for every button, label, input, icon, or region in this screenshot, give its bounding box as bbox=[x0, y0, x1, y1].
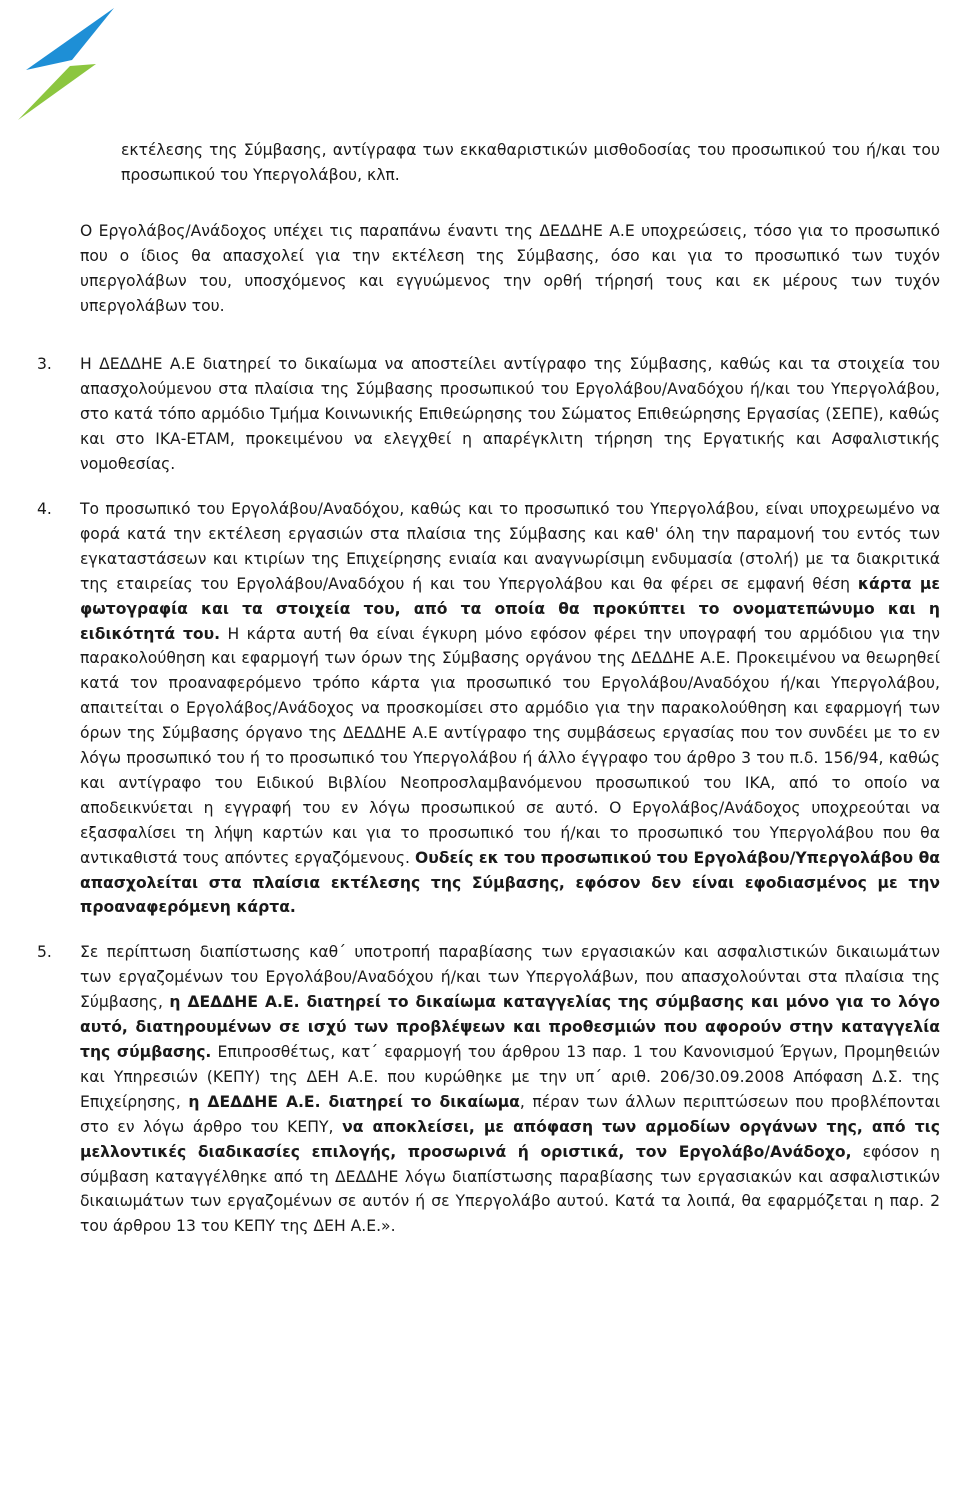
clause-3-number: 3. bbox=[37, 355, 52, 374]
clause-5-bold-part: να αποκλείσει, με απόφαση των αρμοδίων οργάνων της, από τις μελλοντικές διαδικασίες επιλογής, προσωρινά ή οριστικά, τον Εργολάβο/Ανάδοχο, bbox=[80, 1117, 940, 1161]
clause-4 bbox=[37, 497, 941, 920]
document-body bbox=[37, 138, 941, 1239]
clause-5-bold-part: η ΔΕΔΔΗΕ Α.Ε. διατηρεί το δικαίωμα καταγγελίας της σύμβασης και μόνο για το λόγο αυτό, διατηρουμένων σε ισχύ των προβλέψεων και προθεσμιών που αφορούν στην καταγγελία της σύμβασης. bbox=[80, 993, 940, 1061]
clause-5 bbox=[37, 940, 940, 1239]
clause-3-text: Η ΔΕΔΔΗΕ Α.Ε διατηρεί το δικαίωμα να αποστείλει αντίγραφο της Σύμβασης, καθώς και τα στοιχεία του απασχολούμενου στα πλαίσια της Σύμβασης προσωπικού του Εργολάβου/Αναδόχου ή/και του Υπεργολάβου, στο κατά τόπο αρμόδιο Τμήμα Κοινωνικής Επιθεώρησης του Σώματος Επιθεώρησης Εργασίας (ΣΕΠΕ), καθώς και στο ΙΚΑ-ΕΤΑΜ, προκειμένου να ελεγχθεί η απαρέγκλιτη τήρηση της Εργατικής και Ασφαλιστικής νομοθεσίας. bbox=[80, 355, 940, 474]
intro-paragraph: εκτέλεσης της Σύμβασης, αντίγραφα των εκκαθαριστικών μισθοδοσίας του προσωπικού του ή/και του προσωπικού του Υπεργολάβου, κλπ. bbox=[121, 141, 940, 184]
clause-4-text-part: Το προσωπικό του Εργολάβου/Αναδόχου, καθώς και το προσωπικό του Υπεργολάβου, είναι υποχρεωμένο να φορά κατά την εκτέλεση εργασιών στα πλαίσια της Σύμβασης και καθ' όλη την παραμονή του εντός των εγκαταστάσεων και κτιρίων της Επιχείρησης ενιαία και αναγνωρίσιμη ενδυμασία (στολή) με τα διακριτικά της εταιρείας του Εργολάβου/Αναδόχου ή και του Υπεργολάβου και θα φέρει σε εμφανή θέση bbox=[80, 499, 940, 593]
clause-4-bold-part: κάρτα με φωτογραφία και τα στοιχεία του, από τα οποία θα προκύπτει το ονοματεπώνυμο και η ειδικότητά του. bbox=[80, 574, 941, 643]
clause-5-text-part: Επιπροσθέτως, κατ΄ εφαρμογή του άρθρου 13 παρ. 1 του Κανονισμού Έργων, Προμηθειών και Υπηρεσιών (ΚΕΠΥ) της ΔΕΗ Α.Ε. που κυρώθηκε με την υπ΄ αριθ. 206/30.09.2008 Απόφαση Δ.Σ. της Επιχείρησης, bbox=[80, 1043, 940, 1111]
clause-3 bbox=[37, 352, 940, 477]
clause-5-number: 5. bbox=[37, 943, 52, 962]
clause-4-text bbox=[80, 497, 940, 920]
clause-5-bold-part: η ΔΕΔΔΗΕ Α.Ε. διατηρεί το δικαίωμα bbox=[188, 1092, 520, 1111]
clause-4-text-part: Η κάρτα αυτή θα είναι έγκυρη μόνο εφόσον φέρει την υπογραφή του αρμόδιου για την παρακολούθηση και εφαρμογή των όρων της Σύμβασης οργάνου της ΔΕΔΔΗΕ Α.Ε. Προκειμένου να θεωρηθεί κατά τον προαναφερόμενο τρόπο κάρτα για προσωπικό του Εργολάβου/Αναδόχου ή/και Υπεργολάβου, απαιτείται ο Εργολάβος/Ανάδοχος να προσκομίσει στο αρμόδιο για την παρακολούθηση και εφαρμογή των όρων της Σύμβασης όργανο της ΔΕΔΔΗΕ Α.Ε αντίγραφο της συμβάσεως εργασίας που τον συνδέει με το εν λόγω προσωπικό του ή το προσωπικό του Υπεργολάβου ή άλλο έγγραφο του άρθρο 3 του π.δ. 156/94, καθώς και αντίγραφο του Ειδικού Βιβλίου Νεοπροσλαμβανόμενου προσωπικού του ΙΚΑ, από το οποίο να αποδεικνύεται η εγγραφή του εν λόγω προσωπικού σε αυτό. Ο Εργολάβος/Ανάδοχος υποχρεούται να εξασφαλίσει τη λήψη καρτών και για το προσωπικό του ή/και το προσωπικό του Υπεργολάβου που θα αντικαθιστά τους απόντες εργαζόμενους. bbox=[80, 624, 940, 867]
clause-4-bold-part: Ουδείς εκ του προσωπικού του Εργολάβου/Υπεργολάβου θα απασχολείται στα πλαίσια εκτέλεσης της Σύμβασης, εφόσον δεν είναι εφοδιασμένος με την προαναφερόμενη κάρτα. bbox=[80, 848, 940, 917]
clause-5-text-part: Σε περίπτωση διαπίστωσης καθ΄ υποτροπή παραβίασης των εργασιακών και ασφαλιστικών δικαιωμάτων των εργαζομένων του Εργολάβου/Αναδόχου ή/και των Υπεργολάβων, που απασχολούνται στα πλαίσια της Σύμβασης, bbox=[80, 943, 940, 1012]
clause-5-text bbox=[80, 940, 940, 1239]
clause-4-number: 4. bbox=[37, 499, 52, 518]
logo-shape-green bbox=[18, 64, 96, 120]
contractor-obligations-paragraph: Ο Εργολάβος/Ανάδοχος υπέχει τις παραπάνω έναντι της ΔΕΔΔΗΕ Α.Ε υποχρεώσεις, τόσο για το προσωπικό που ο ίδιος θα απασχολεί για την εκτέλεση της Σύμβασης, όσο και για το προσωπικό των τυχόν υπεργολάβων του, υποσχόμενος και εγγυώμενος την ορθή τήρησή τους και εκ μέρους των τυχόν υπεργολάβων του. bbox=[80, 221, 940, 315]
clause-5-text-part: , πέραν των άλλων περιπτώσεων που προβλέπονται στο εν λόγω άρθρο του ΚΕΠΥ, bbox=[80, 1092, 940, 1136]
clause-5-text-part: εφόσον η σύμβαση καταγγέλθηκε από τη ΔΕΔΔΗΕ λόγω διαπίστωσης παραβίασης των εργασιακών και ασφαλιστικών δικαιωμάτων των εργαζομένων σε αυτόν ή σε Υπεργολάβο αυτού. Κατά τα λοιπά, θα εφαρμόζεται η παρ. 2 του άρθρου 13 του ΚΕΠΥ της ΔΕΗ Α.Ε.». bbox=[80, 1142, 940, 1236]
logo-shape-blue bbox=[26, 8, 114, 70]
company-logo bbox=[14, 4, 124, 122]
